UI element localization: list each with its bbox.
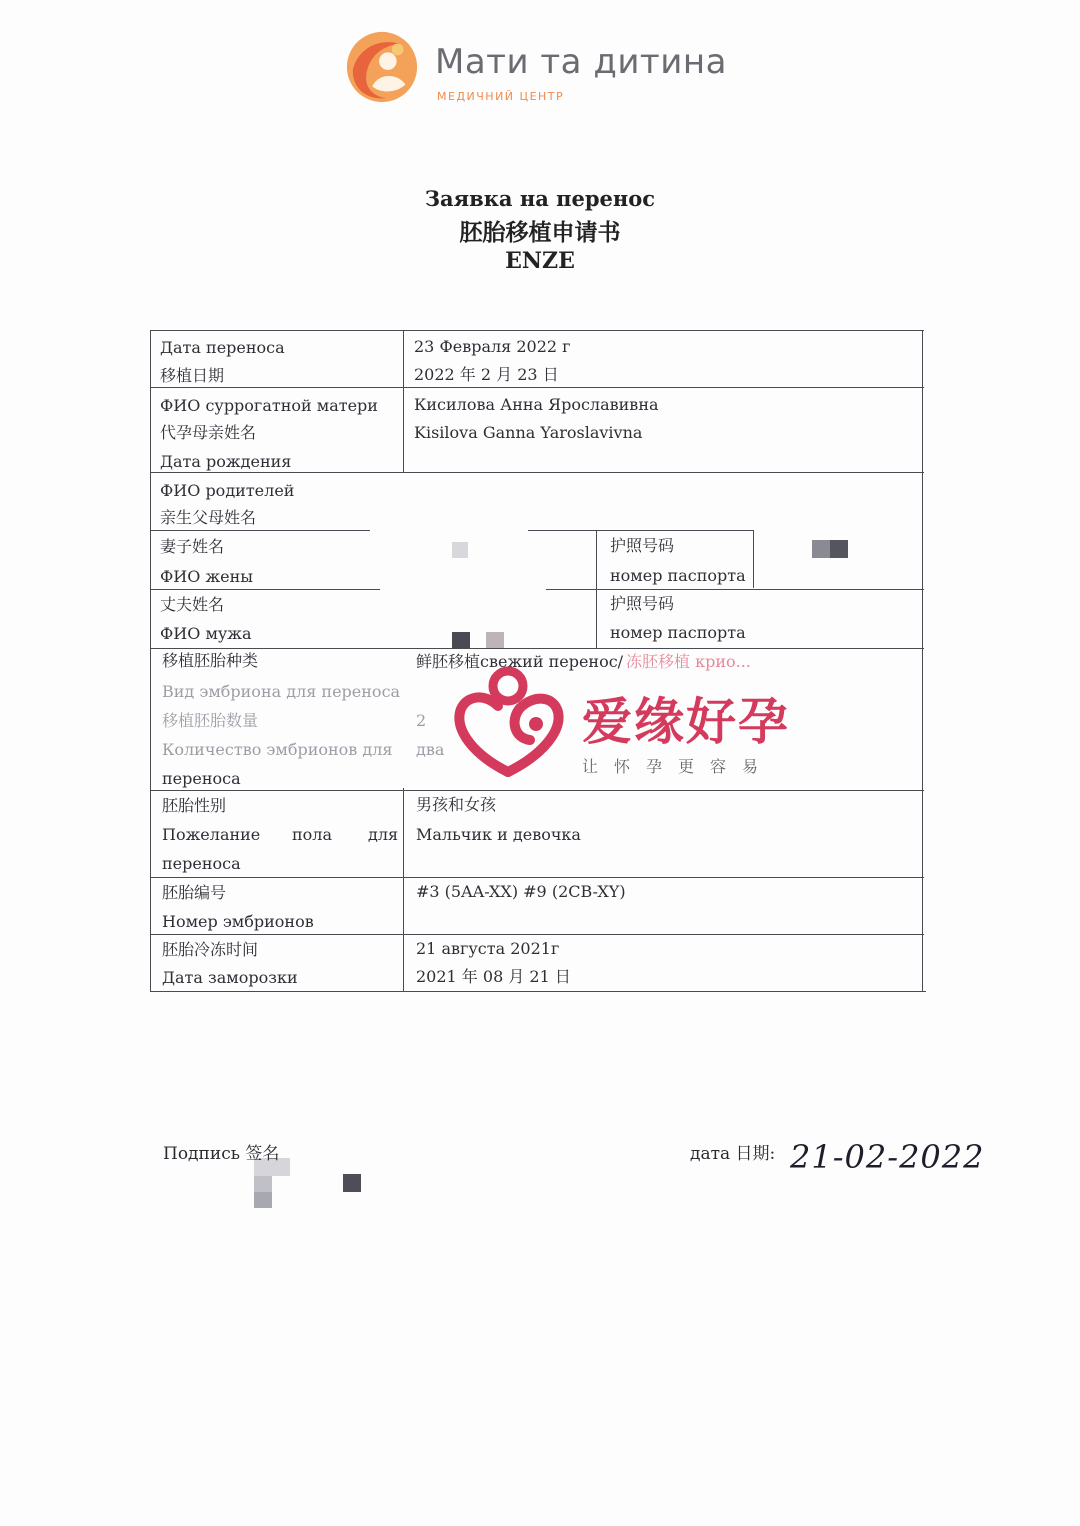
heart-hands-icon [452,664,567,784]
passport-divider-right [753,530,754,588]
transfer-date-label-ru: Дата переноса [160,338,285,357]
embryo-sex-value-zh: 男孩和女孩 [416,795,497,814]
watermark [452,664,812,784]
transfer-date-label-zh: 移植日期 [160,366,225,385]
date-label: дата 日期: [690,1144,776,1164]
husband-label-zh: 丈夫姓名 [160,595,225,614]
embryo-type-label-zh: 移植胚胎种类 [162,651,259,670]
row-line [150,589,380,590]
embryo-numbers-label-ru: Номер эмбрионов [162,912,314,931]
wife-passport-label-zh: 护照号码 [610,536,675,555]
embryo-type-fresh: 鲜胚移植свежий перенос/ [416,652,624,671]
transfer-date-value-zh: 2022 年 2 月 23 日 [414,365,559,384]
handwritten-date: 21-02-2022 [790,1138,985,1176]
surrogate-name-latin: Kisilova Ganna Yaroslavivna [414,423,643,442]
redaction-pixel [486,632,504,648]
row-line [150,877,924,878]
embryo-count-label-ru-2: переноса [162,769,241,788]
wife-passport-label-ru: номер паспорта [610,566,746,585]
redaction-pixel [812,540,830,558]
row-line [546,589,924,590]
row-line [150,648,924,649]
embryo-numbers-label-zh: 胚胎编号 [162,883,227,902]
watermark-subtitle: 让怀孕更容易 [582,757,775,776]
doc-title-name: ENZE [505,248,575,274]
embryo-type-label-ru: Вид эмбриона для переноса [162,682,401,701]
transfer-form-table [150,330,924,992]
parents-label-zh: 亲生父母姓名 [160,508,257,527]
freeze-date-label-zh: 胚胎冷冻时间 [162,940,259,959]
clinic-logo [343,28,727,108]
row-line [150,934,924,935]
husband-label-ru: ФИО мужа [160,624,252,643]
embryo-sex-label-ru-3: для [368,825,399,844]
mother-child-logo-icon [343,28,421,106]
signature-label: Подпись 签名 [163,1144,280,1164]
table-border-top [150,330,924,331]
watermark-text: 爱缘好孕 [582,693,790,751]
redaction-pixel [343,1174,361,1192]
row-line [150,790,924,791]
row-line [150,530,370,531]
husband-passport-label-zh: 护照号码 [610,594,675,613]
table-border-left [150,330,151,992]
embryo-numbers-value: #3 (5AA-XX) #9 (2CB-XY) [416,882,626,901]
husband-passport-label-ru: номер паспорта [610,623,746,642]
freeze-date-value-ru: 21 августа 2021г [416,939,560,958]
table-border-right [922,330,923,992]
redaction-pixel [452,632,470,648]
surrogate-label-ru: ФИО суррогатной матери [160,396,378,415]
row-line [528,530,754,531]
column-divider [403,330,404,472]
embryo-count-label-zh: 移植胚胎数量 [162,711,259,730]
clinic-subtitle: МЕДИЧНИЙ ЦЕНТР [437,90,565,103]
wife-label-zh: 妻子姓名 [160,537,225,556]
transfer-date-value-ru: 23 Февраля 2022 г [414,337,571,356]
row-line [150,472,924,473]
surrogate-name-cyrillic: Кисилова Анна Ярославивна [414,395,659,414]
freeze-date-label-ru: Дата заморозки [162,968,298,987]
embryo-count-value-word: два [416,740,445,759]
embryo-sex-label-ru-1: Пожелание [162,825,261,844]
embryo-sex-label-ru-4: переноса [162,854,241,873]
wife-label-ru: ФИО жены [160,567,254,586]
surrogate-label-zh: 代孕母亲姓名 [160,423,257,442]
embryo-type-frozen: 冻胚移植 крио... [626,652,751,671]
embryo-sex-value-ru: Мальчик и девочка [416,825,581,844]
embryo-count-value-num: 2 [416,711,427,730]
doc-title-ru: Заявка на перенос [424,186,656,211]
redaction-pixel [830,540,848,558]
embryo-count-label-ru: Количество эмбрионов для [162,740,393,759]
clinic-name: Мати та дитина [435,42,727,82]
parents-label-ru: ФИО родителей [160,481,295,500]
doc-title-zh: 胚胎移植申请书 [459,219,621,246]
row-line [150,387,924,388]
redaction-pixel [254,1192,272,1208]
embryo-sex-label-zh: 胚胎性别 [162,796,227,815]
freeze-date-value-zh: 2021 年 08 月 21 日 [416,967,571,986]
redaction-pixel [452,542,468,558]
surrogate-birth-label: Дата рождения [160,452,292,471]
table-border-bottom [150,991,926,992]
column-divider-lower [403,788,404,992]
embryo-sex-label-ru-2: пола [292,825,332,844]
